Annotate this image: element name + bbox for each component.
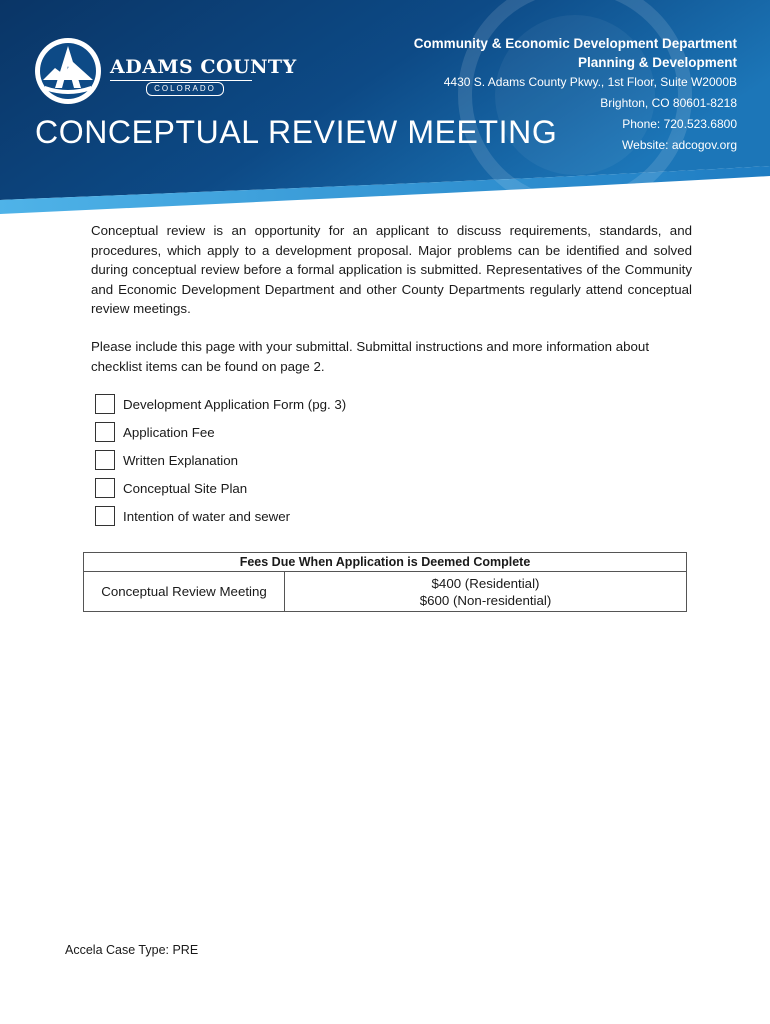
checkbox-application-fee[interactable] xyxy=(95,422,115,442)
phone: Phone: 720.523.6800 xyxy=(622,117,737,131)
checkbox-written-explanation[interactable] xyxy=(95,450,115,470)
county-divider xyxy=(110,80,252,81)
checkbox-site-plan[interactable] xyxy=(95,478,115,498)
website: Website: adcogov.org xyxy=(622,138,737,152)
fees-header-row xyxy=(84,553,687,572)
checklist-item xyxy=(95,418,346,446)
county-state: COLORADO xyxy=(146,82,224,96)
checklist-label: Written Explanation xyxy=(123,452,239,468)
city-state-zip: Brighton, CO 80601-8218 xyxy=(600,96,737,110)
checkbox-water-sewer[interactable] xyxy=(95,506,115,526)
checklist-label: Conceptual Site Plan xyxy=(123,480,248,496)
county-name: ADAMS COUNTY xyxy=(110,56,297,78)
checklist-label: Development Application Form (pg. 3) xyxy=(123,396,347,412)
checklist-item xyxy=(95,446,346,474)
case-type-footer: Accela Case Type: PRE xyxy=(65,943,199,957)
department-name: Community & Economic Development Department xyxy=(413,36,737,51)
submittal-note: Please include this page with your submittal. Submittal instructions and more information about checklist items can be found on page 2. xyxy=(91,339,650,374)
service-name: Conceptual Review Meeting xyxy=(84,572,285,612)
checklist-item xyxy=(95,474,346,502)
checklist-item xyxy=(95,390,346,418)
submittal-checklist xyxy=(95,390,346,530)
fee-residential: $400 (Residential) xyxy=(431,575,540,591)
intro-paragraph: Conceptual review is an opportunity for an applicant to discuss requirements, standards, and procedures, which apply to a development proposal. Major problems can be identified and solved during conceptual review before a formal application is submitted. Representatives of the Community and Economic Development Department and other County Departments regularly attend conceptual review meetings. xyxy=(91,223,692,316)
fee-non-residential: $600 (Non-residential) xyxy=(419,592,552,608)
fee-amounts xyxy=(285,572,687,612)
page-title: CONCEPTUAL REVIEW MEETING xyxy=(35,114,558,150)
county-logo-icon xyxy=(33,36,103,106)
address: 4430 S. Adams County Pkwy., 1st Floor, Suite W2000B xyxy=(443,75,737,89)
fees-heading: Fees Due When Application is Deemed Complete xyxy=(84,553,687,572)
checklist-item xyxy=(95,502,346,530)
checklist-label: Application Fee xyxy=(123,424,215,440)
checkbox-application-form[interactable] xyxy=(95,394,115,414)
table-row xyxy=(84,572,687,612)
division-name: Planning & Development xyxy=(577,55,737,70)
fees-table xyxy=(83,552,687,612)
contact-block xyxy=(414,34,737,156)
checklist-label: Intention of water and sewer xyxy=(123,508,291,524)
